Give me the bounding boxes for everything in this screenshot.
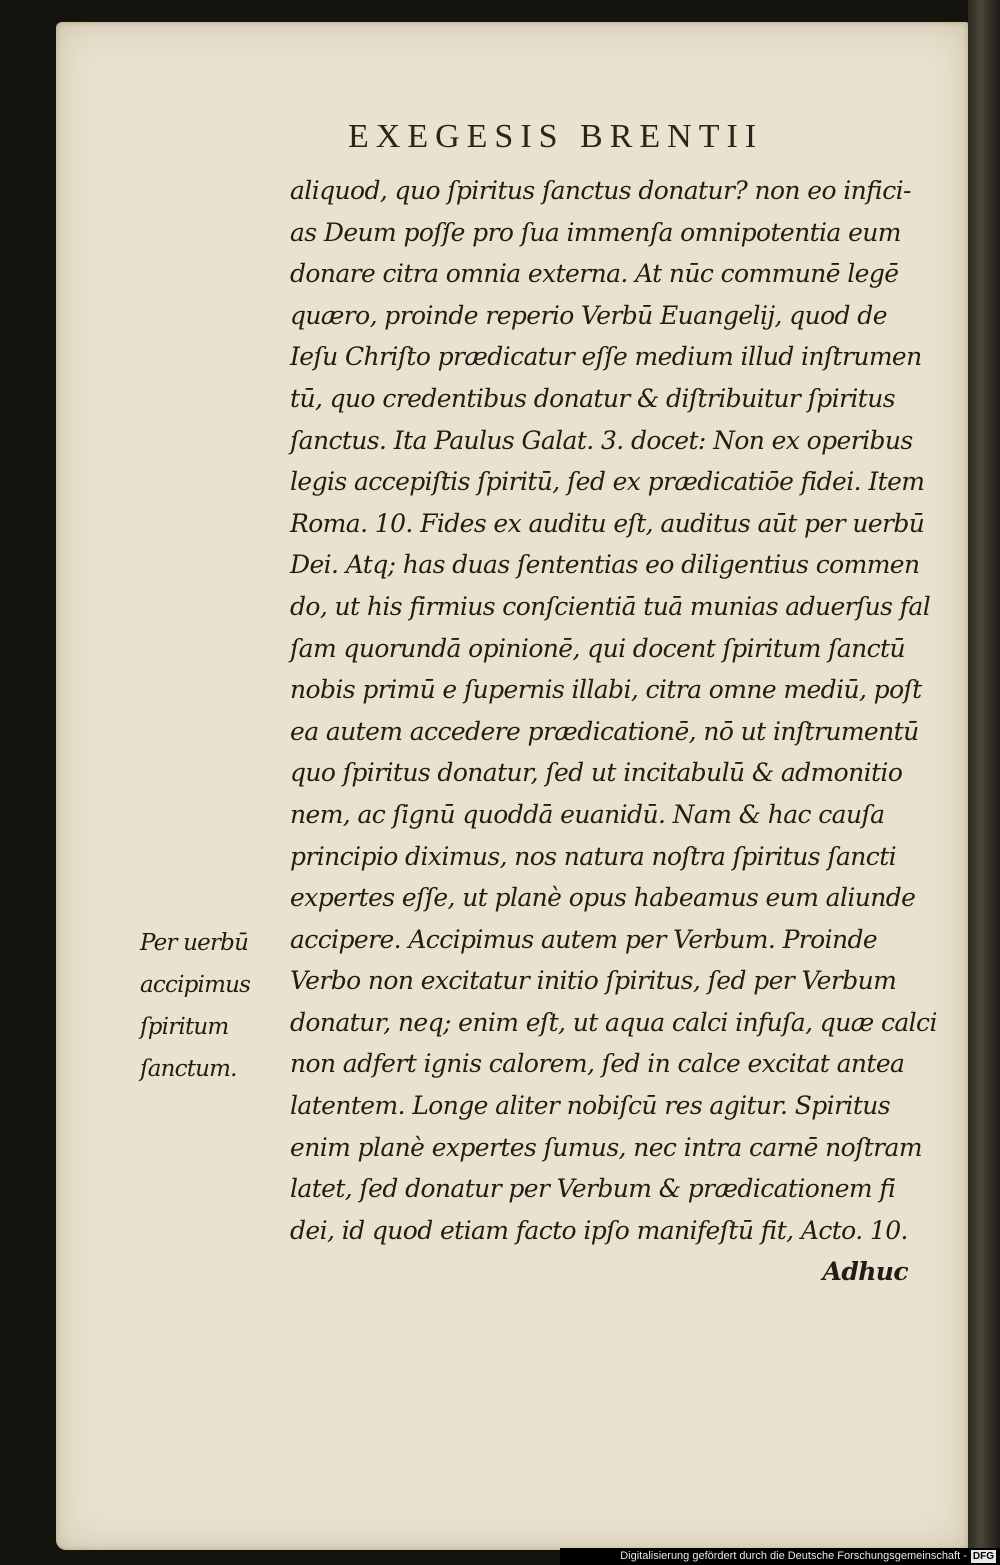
text-line: donatur, neq; enim eſt, ut aqua calci infuſa, quæ calci bbox=[290, 1007, 937, 1037]
text-line: nem, ac ſignū quoddā euanidū. Nam & hac cauſa bbox=[290, 799, 885, 829]
text-line: ſam quorundā opinionē, qui docent ſpiritum ſanctū bbox=[290, 633, 905, 663]
text-line: ea autem accedere prædicationē, nō ut inſtrumentū bbox=[290, 716, 919, 746]
funding-credit-text: Digitalisierung gefördert durch die Deutsche Forschungsgemeinschaft - bbox=[620, 1550, 967, 1562]
funding-credit-bar bbox=[560, 1548, 1000, 1565]
body-text bbox=[290, 170, 937, 1293]
text-line: quæro, proinde reperio Verbū Euangelij, quod de bbox=[290, 300, 887, 330]
text-line: aliquod, quo ſpiritus ſanctus donatur? non eo infici- bbox=[290, 176, 911, 205]
text-line: Dei. Atq; has duas ſententias eo diligentius commen bbox=[290, 550, 920, 580]
text-line: non adfert ignis calorem, ſed in calce excitat antea bbox=[290, 1049, 905, 1079]
marginal-note bbox=[140, 922, 280, 1090]
text-line: Ieſu Chriſto prædicatur eſſe medium illud inſtrumen bbox=[290, 342, 922, 372]
text-line: donare citra omnia externa. At nūc communē legē bbox=[290, 259, 899, 289]
book-edge bbox=[968, 0, 1000, 1565]
text-line: principio diximus, nos natura noſtra ſpiritus ſancti bbox=[290, 841, 897, 871]
text-line: tū, quo credentibus donatur & diſtribuitur ſpiritus bbox=[290, 383, 895, 413]
text-line: Roma. 10. Fides ex auditu eſt, auditus aūt per uerbū bbox=[290, 508, 925, 538]
text-line: latet, ſed donatur per Verbum & prædicationem fi bbox=[290, 1174, 896, 1204]
text-line: accipere. Accipimus autem per Verbum. Proinde bbox=[290, 924, 878, 954]
dfg-logo: DFG bbox=[972, 1550, 994, 1562]
text-line: Verbo non excitatur initio ſpiritus, ſed per Verbum bbox=[290, 966, 897, 996]
marginal-line: ſpiritum bbox=[140, 1014, 229, 1040]
running-head: EXEGESIS BRENTII bbox=[348, 118, 764, 155]
text-line: dei, id quod etiam facto ipſo manifeſtū fit, Acto. 10. bbox=[290, 1215, 908, 1245]
marginal-line: Per uerbū bbox=[140, 930, 249, 956]
text-line: as Deum poſſe pro ſua immenſa omnipotentia eum bbox=[290, 217, 901, 247]
text-line: latentem. Longe aliter nobiſcū res agitur. Spiritus bbox=[290, 1091, 890, 1121]
marginal-line: ſanctum. bbox=[140, 1056, 237, 1082]
text-line: nobis primū e ſupernis illabi, citra omne mediū, poſt bbox=[290, 675, 922, 705]
text-line: enim planè expertes ſumus, nec intra carnē noſtram bbox=[290, 1132, 922, 1162]
text-line: expertes eſſe, ut planè opus habeamus eum aliunde bbox=[290, 883, 916, 913]
text-line: legis accepiſtis ſpiritū, ſed ex prædicatiōe fidei. Item bbox=[290, 467, 925, 497]
catchword: Adhuc bbox=[822, 1257, 908, 1287]
marginal-line: accipimus bbox=[140, 972, 251, 998]
text-line: ſanctus. Ita Paulus Galat. 3. docet: Non ex operibus bbox=[290, 425, 913, 455]
text-line: do, ut his firmius conſcientiā tuā munias aduerſus fal bbox=[290, 591, 931, 621]
text-line: quo ſpiritus donatur, ſed ut incitabulū & admonitio bbox=[290, 758, 903, 788]
